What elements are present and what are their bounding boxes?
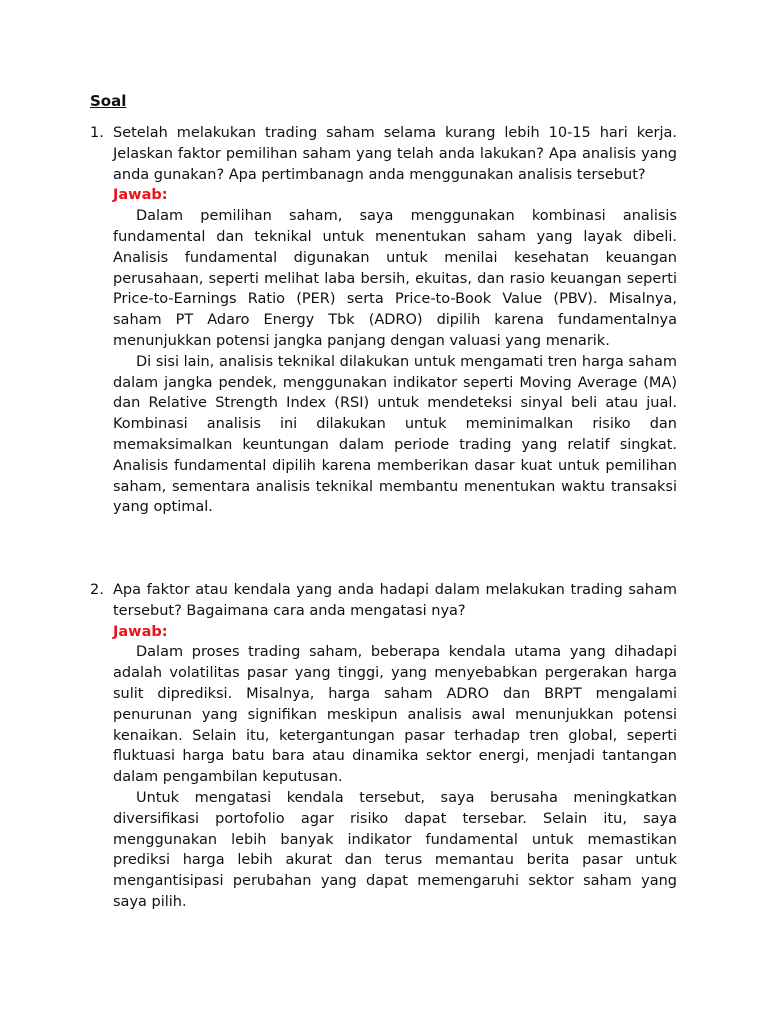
document-heading: Soal: [90, 92, 127, 110]
answer-label: Jawab:: [113, 623, 168, 640]
question-number: 1.: [90, 125, 104, 141]
question-number: 2.: [90, 582, 104, 598]
answer-paragraph: Di sisi lain, analisis teknikal dilakukan untuk mengamati tren harga saham dalam jangka pendek, menggunakan indikator seperti Moving Average (MA) dan Relative Strength Index (RSI) untuk mendeteksi sinyal beli atau jual. Kombinasi analisis ini dilakukan untuk meminimalkan risiko dan memaksimalkan keuntungan dalam periode trading yang relatif singkat. Analisis fundamental dipilih karena memberikan dasar kuat untuk pemilihan saham, sementara analisis teknikal membantu menentukan waktu transaksi yang optimal.: [113, 353, 677, 516]
answer-paragraph: Dalam proses trading saham, beberapa kendala utama yang dihadapi adalah volatilitas pasar yang tinggi, yang menyebabkan pergerakan harga sulit diprediksi. Misalnya, harga saham ADRO dan BRPT mengalami penurunan yang signifikan meskipun analisis awal menunjukkan potensi kenaikan. Selain itu, ketergantungan pasar terhadap tren global, seperti fluktuasi harga batu bara atau dinamika sektor energi, menjadi tantangan dalam pengambilan keputusan.: [113, 644, 677, 786]
question-1: [90, 123, 677, 518]
question-text: Setelah melakukan trading saham selama kurang lebih 10-15 hari kerja. Jelaskan faktor pemilihan saham yang telah anda lakukan? Apa analisis yang anda gunakan? Apa pertimbanagn anda menggunakan analisis tersebut?: [113, 125, 677, 183]
answer-paragraph: Dalam pemilihan saham, saya menggunakan kombinasi analisis fundamental dan teknikal untuk menentukan saham yang layak dibeli. Analisis fundamental digunakan untuk menilai kesehatan keuangan perusahaan, seperti melihat laba bersih, ekuitas, dan rasio keuangan seperti Price-to-Earnings Ratio (PER) serta Price-to-Book Value (PBV). Misalnya, saham PT Adaro Energy Tbk (ADRO) dipilih karena fundamentalnya menunjukkan potensi jangka panjang dengan valuasi yang menarik.: [113, 208, 677, 349]
answer-paragraph: Untuk mengatasi kendala tersebut, saya berusaha meningkatkan diversifikasi portofolio agar risiko dapat tersebar. Selain itu, saya menggunakan lebih banyak indikator fundamental untuk memastikan prediksi harga lebih akurat dan terus memantau berita pasar untuk mengantisipasi perubahan yang dapat memengaruhi sektor saham yang saya pilih.: [113, 789, 677, 910]
question-body: [113, 580, 677, 913]
answer-label: Jawab:: [113, 187, 168, 204]
question-row: [90, 580, 677, 913]
question-body: [113, 123, 677, 518]
question-row: [90, 123, 677, 518]
question-text: Apa faktor atau kendala yang anda hadapi dalam melakukan trading saham tersebut? Bagaimana cara anda mengatasi nya?: [113, 582, 677, 619]
question-2: [90, 580, 677, 913]
